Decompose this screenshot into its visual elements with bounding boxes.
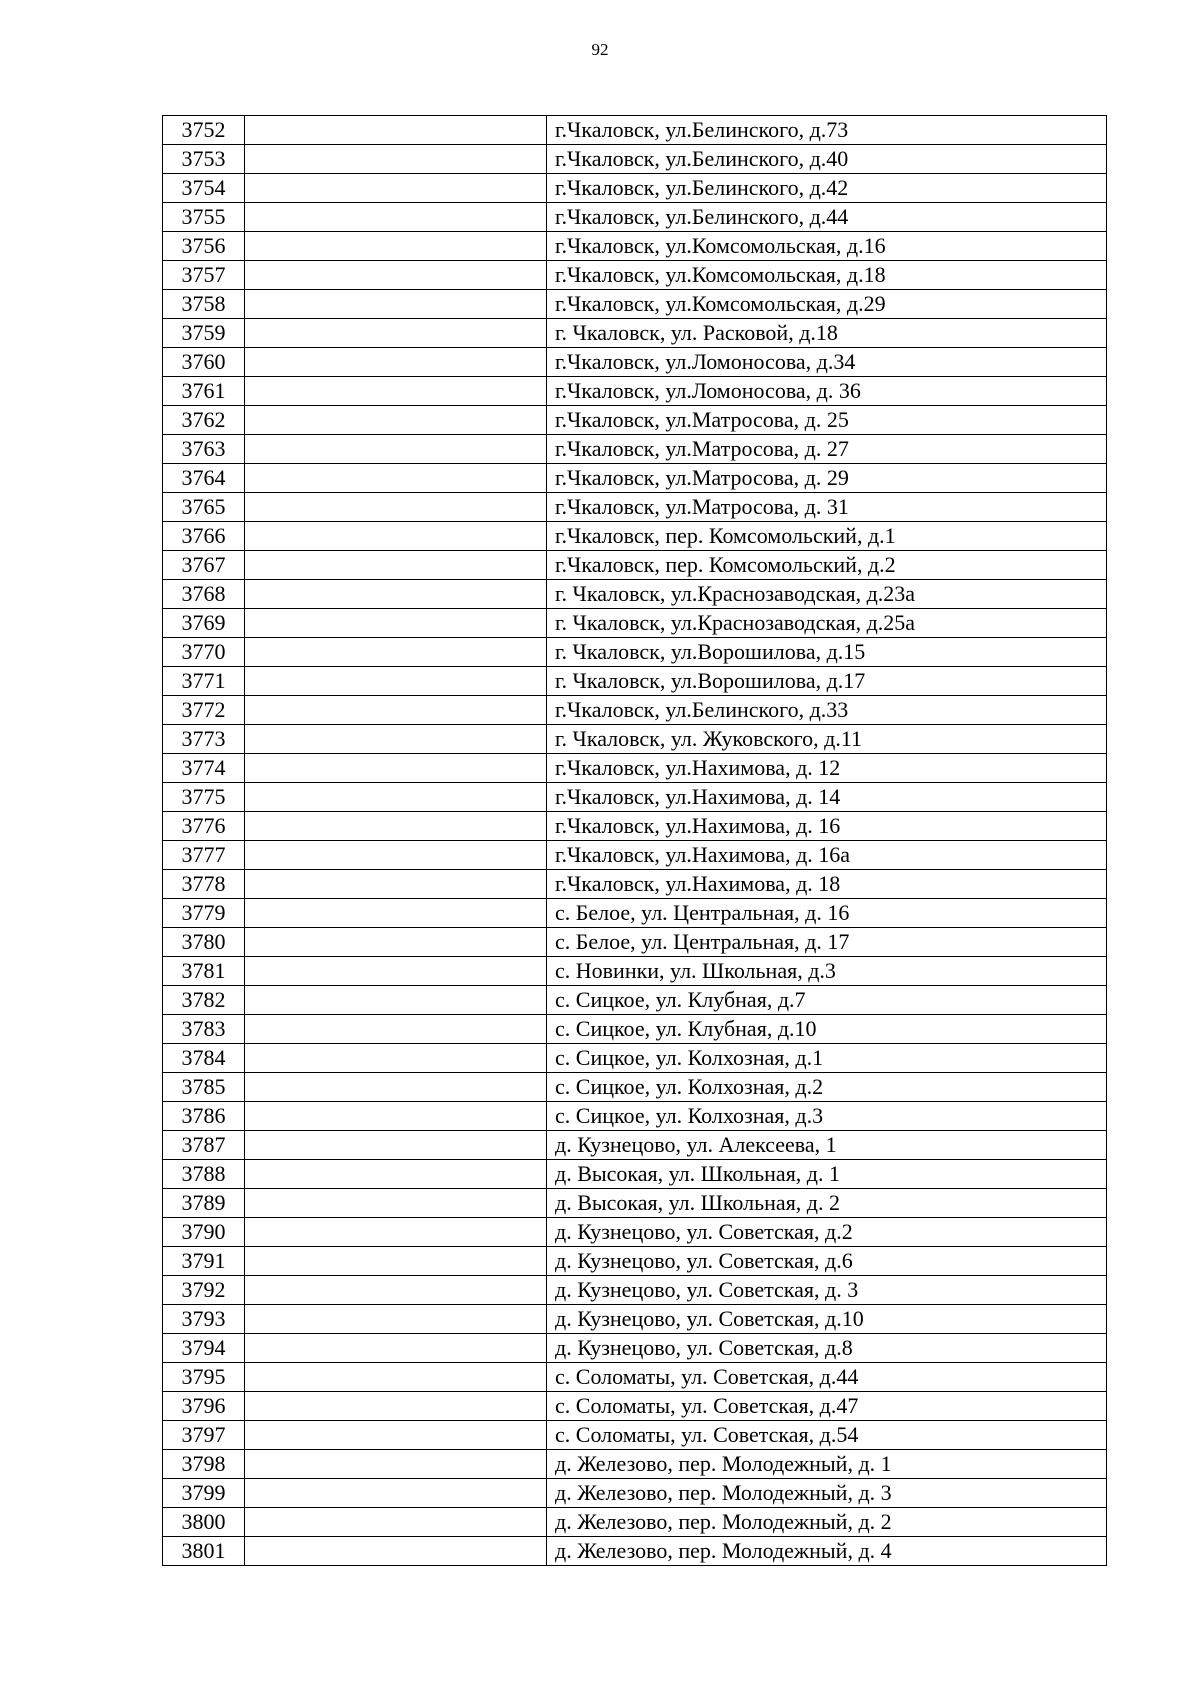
address-cell: д. Кузнецово, ул. Алексеева, 1 <box>547 1131 1107 1160</box>
empty-cell <box>245 290 547 319</box>
address-cell: г.Чкаловск, ул.Нахимова, д. 18 <box>547 870 1107 899</box>
table-row <box>163 1450 1107 1479</box>
row-number-cell: 3772 <box>163 696 245 725</box>
empty-cell <box>245 1450 547 1479</box>
empty-cell <box>245 377 547 406</box>
address-cell: г.Чкаловск, ул.Матросова, д. 27 <box>547 435 1107 464</box>
address-cell: д. Кузнецово, ул. Советская, д.2 <box>547 1218 1107 1247</box>
table-row <box>163 377 1107 406</box>
table-row <box>163 725 1107 754</box>
row-number-cell: 3800 <box>163 1508 245 1537</box>
table-row <box>163 754 1107 783</box>
address-cell: д. Кузнецово, ул. Советская, д.8 <box>547 1334 1107 1363</box>
page-number: 92 <box>591 40 609 59</box>
table-row <box>163 1305 1107 1334</box>
row-number-cell: 3796 <box>163 1392 245 1421</box>
table-row <box>163 1247 1107 1276</box>
empty-cell <box>245 435 547 464</box>
address-cell: с. Сицкое, ул. Колхозная, д.2 <box>547 1073 1107 1102</box>
row-number-cell: 3791 <box>163 1247 245 1276</box>
address-cell: г. Чкаловск, ул.Ворошилова, д.15 <box>547 638 1107 667</box>
row-number-cell: 3769 <box>163 609 245 638</box>
row-number-cell: 3776 <box>163 812 245 841</box>
row-number-cell: 3771 <box>163 667 245 696</box>
address-cell: с. Белое, ул. Центральная, д. 17 <box>547 928 1107 957</box>
address-cell: г.Чкаловск, ул.Нахимова, д. 16а <box>547 841 1107 870</box>
address-cell: г. Чкаловск, ул.Ворошилова, д.17 <box>547 667 1107 696</box>
table-row <box>163 696 1107 725</box>
table-row <box>163 1015 1107 1044</box>
row-number-cell: 3756 <box>163 232 245 261</box>
empty-cell <box>245 145 547 174</box>
table-row <box>163 174 1107 203</box>
row-number-cell: 3758 <box>163 290 245 319</box>
empty-cell <box>245 638 547 667</box>
address-cell: г.Чкаловск, пер. Комсомольский, д.2 <box>547 551 1107 580</box>
address-cell: с. Соломаты, ул. Советская, д.44 <box>547 1363 1107 1392</box>
empty-cell <box>245 551 547 580</box>
table-row <box>163 638 1107 667</box>
empty-cell <box>245 1421 547 1450</box>
empty-cell <box>245 841 547 870</box>
empty-cell <box>245 1247 547 1276</box>
table-row <box>163 551 1107 580</box>
table-row <box>163 580 1107 609</box>
row-number-cell: 3767 <box>163 551 245 580</box>
address-cell: г.Чкаловск, ул.Матросова, д. 29 <box>547 464 1107 493</box>
empty-cell <box>245 1218 547 1247</box>
row-number-cell: 3765 <box>163 493 245 522</box>
row-number-cell: 3789 <box>163 1189 245 1218</box>
empty-cell <box>245 1363 547 1392</box>
address-cell: г.Чкаловск, ул.Ломоносова, д.34 <box>547 348 1107 377</box>
address-cell: с. Сицкое, ул. Колхозная, д.3 <box>547 1102 1107 1131</box>
table-row <box>163 1073 1107 1102</box>
table-row <box>163 1044 1107 1073</box>
row-number-cell: 3795 <box>163 1363 245 1392</box>
empty-cell <box>245 1102 547 1131</box>
row-number-cell: 3777 <box>163 841 245 870</box>
empty-cell <box>245 1479 547 1508</box>
address-cell: с. Сицкое, ул. Клубная, д.7 <box>547 986 1107 1015</box>
row-number-cell: 3780 <box>163 928 245 957</box>
empty-cell <box>245 986 547 1015</box>
empty-cell <box>245 1392 547 1421</box>
table-row <box>163 1131 1107 1160</box>
empty-cell <box>245 1044 547 1073</box>
empty-cell <box>245 174 547 203</box>
address-cell: с. Новинки, ул. Школьная, д.3 <box>547 957 1107 986</box>
table-row <box>163 464 1107 493</box>
row-number-cell: 3766 <box>163 522 245 551</box>
row-number-cell: 3757 <box>163 261 245 290</box>
row-number-cell: 3799 <box>163 1479 245 1508</box>
address-cell: с. Соломаты, ул. Советская, д.47 <box>547 1392 1107 1421</box>
table-row <box>163 1392 1107 1421</box>
empty-cell <box>245 406 547 435</box>
address-cell: г.Чкаловск, ул.Нахимова, д. 14 <box>547 783 1107 812</box>
empty-cell <box>245 1508 547 1537</box>
empty-cell <box>245 464 547 493</box>
table-row <box>163 783 1107 812</box>
address-cell: г.Чкаловск, ул.Белинского, д.33 <box>547 696 1107 725</box>
row-number-cell: 3779 <box>163 899 245 928</box>
row-number-cell: 3761 <box>163 377 245 406</box>
table-row <box>163 812 1107 841</box>
table-row <box>163 1508 1107 1537</box>
address-cell: г.Чкаловск, пер. Комсомольский, д.1 <box>547 522 1107 551</box>
row-number-cell: 3801 <box>163 1537 245 1566</box>
table-row <box>163 261 1107 290</box>
table-row <box>163 870 1107 899</box>
row-number-cell: 3773 <box>163 725 245 754</box>
row-number-cell: 3774 <box>163 754 245 783</box>
address-cell: г.Чкаловск, ул.Матросова, д. 31 <box>547 493 1107 522</box>
empty-cell <box>245 348 547 377</box>
address-cell: г.Чкаловск, ул.Нахимова, д. 16 <box>547 812 1107 841</box>
row-number-cell: 3788 <box>163 1160 245 1189</box>
table-row <box>163 1537 1107 1566</box>
empty-cell <box>245 754 547 783</box>
table-row <box>163 1102 1107 1131</box>
empty-cell <box>245 1189 547 1218</box>
table-row <box>163 319 1107 348</box>
row-number-cell: 3782 <box>163 986 245 1015</box>
row-number-cell: 3768 <box>163 580 245 609</box>
address-cell: г.Чкаловск, ул.Комсомольская, д.29 <box>547 290 1107 319</box>
row-number-cell: 3752 <box>163 116 245 145</box>
row-number-cell: 3770 <box>163 638 245 667</box>
address-table <box>162 115 1107 1566</box>
row-number-cell: 3787 <box>163 1131 245 1160</box>
table-row <box>163 986 1107 1015</box>
empty-cell <box>245 116 547 145</box>
address-cell: д. Железово, пер. Молодежный, д. 3 <box>547 1479 1107 1508</box>
table-row <box>163 116 1107 145</box>
table-row <box>163 145 1107 174</box>
empty-cell <box>245 493 547 522</box>
table-row <box>163 957 1107 986</box>
row-number-cell: 3775 <box>163 783 245 812</box>
empty-cell <box>245 928 547 957</box>
table-row <box>163 841 1107 870</box>
table-row <box>163 1421 1107 1450</box>
address-cell: д. Кузнецово, ул. Советская, д. 3 <box>547 1276 1107 1305</box>
row-number-cell: 3794 <box>163 1334 245 1363</box>
address-cell: г.Чкаловск, ул.Белинского, д.73 <box>547 116 1107 145</box>
address-cell: г.Чкаловск, ул.Белинского, д.42 <box>547 174 1107 203</box>
empty-cell <box>245 667 547 696</box>
table-row <box>163 899 1107 928</box>
address-table-body <box>163 116 1107 1566</box>
address-cell: г.Чкаловск, ул.Матросова, д. 25 <box>547 406 1107 435</box>
row-number-cell: 3784 <box>163 1044 245 1073</box>
empty-cell <box>245 1305 547 1334</box>
table-row <box>163 348 1107 377</box>
address-cell: с. Сицкое, ул. Клубная, д.10 <box>547 1015 1107 1044</box>
table-row <box>163 1189 1107 1218</box>
table-row <box>163 406 1107 435</box>
row-number-cell: 3797 <box>163 1421 245 1450</box>
table-row <box>163 1276 1107 1305</box>
row-number-cell: 3759 <box>163 319 245 348</box>
table-row <box>163 1334 1107 1363</box>
address-cell: г.Чкаловск, ул.Ломоносова, д. 36 <box>547 377 1107 406</box>
table-row <box>163 1363 1107 1392</box>
table-row <box>163 232 1107 261</box>
address-cell: г.Чкаловск, ул.Белинского, д.44 <box>547 203 1107 232</box>
empty-cell <box>245 812 547 841</box>
row-number-cell: 3760 <box>163 348 245 377</box>
empty-cell <box>245 899 547 928</box>
empty-cell <box>245 1160 547 1189</box>
address-cell: с. Соломаты, ул. Советская, д.54 <box>547 1421 1107 1450</box>
empty-cell <box>245 1073 547 1102</box>
empty-cell <box>245 1537 547 1566</box>
row-number-cell: 3754 <box>163 174 245 203</box>
table-row <box>163 290 1107 319</box>
table-row <box>163 203 1107 232</box>
row-number-cell: 3786 <box>163 1102 245 1131</box>
address-cell: г. Чкаловск, ул.Краснозаводская, д.23а <box>547 580 1107 609</box>
address-cell: г.Чкаловск, ул.Белинского, д.40 <box>547 145 1107 174</box>
empty-cell <box>245 609 547 638</box>
row-number-cell: 3792 <box>163 1276 245 1305</box>
address-cell: с. Сицкое, ул. Колхозная, д.1 <box>547 1044 1107 1073</box>
table-row <box>163 667 1107 696</box>
empty-cell <box>245 725 547 754</box>
empty-cell <box>245 783 547 812</box>
address-cell: г. Чкаловск, ул.Краснозаводская, д.25а <box>547 609 1107 638</box>
row-number-cell: 3798 <box>163 1450 245 1479</box>
address-cell: д. Железово, пер. Молодежный, д. 1 <box>547 1450 1107 1479</box>
row-number-cell: 3785 <box>163 1073 245 1102</box>
empty-cell <box>245 1334 547 1363</box>
empty-cell <box>245 261 547 290</box>
row-number-cell: 3790 <box>163 1218 245 1247</box>
address-cell: г.Чкаловск, ул.Комсомольская, д.18 <box>547 261 1107 290</box>
empty-cell <box>245 522 547 551</box>
row-number-cell: 3762 <box>163 406 245 435</box>
address-cell: д. Высокая, ул. Школьная, д. 2 <box>547 1189 1107 1218</box>
row-number-cell: 3781 <box>163 957 245 986</box>
address-cell: д. Высокая, ул. Школьная, д. 1 <box>547 1160 1107 1189</box>
table-row <box>163 928 1107 957</box>
table-row <box>163 1160 1107 1189</box>
address-cell: с. Белое, ул. Центральная, д. 16 <box>547 899 1107 928</box>
empty-cell <box>245 232 547 261</box>
empty-cell <box>245 1015 547 1044</box>
row-number-cell: 3778 <box>163 870 245 899</box>
empty-cell <box>245 319 547 348</box>
row-number-cell: 3755 <box>163 203 245 232</box>
address-cell: д. Кузнецово, ул. Советская, д.6 <box>547 1247 1107 1276</box>
table-row <box>163 1479 1107 1508</box>
address-cell: д. Кузнецово, ул. Советская, д.10 <box>547 1305 1107 1334</box>
table-row <box>163 609 1107 638</box>
empty-cell <box>245 696 547 725</box>
empty-cell <box>245 203 547 232</box>
row-number-cell: 3783 <box>163 1015 245 1044</box>
empty-cell <box>245 870 547 899</box>
empty-cell <box>245 957 547 986</box>
empty-cell <box>245 1276 547 1305</box>
table-row <box>163 493 1107 522</box>
table-row <box>163 1218 1107 1247</box>
table-row <box>163 435 1107 464</box>
table-row <box>163 522 1107 551</box>
address-cell: г. Чкаловск, ул. Расковой, д.18 <box>547 319 1107 348</box>
address-cell: д. Железово, пер. Молодежный, д. 4 <box>547 1537 1107 1566</box>
address-cell: г. Чкаловск, ул. Жуковского, д.11 <box>547 725 1107 754</box>
address-cell: д. Железово, пер. Молодежный, д. 2 <box>547 1508 1107 1537</box>
address-cell: г.Чкаловск, ул.Нахимова, д. 12 <box>547 754 1107 783</box>
row-number-cell: 3753 <box>163 145 245 174</box>
empty-cell <box>245 580 547 609</box>
empty-cell <box>245 1131 547 1160</box>
address-cell: г.Чкаловск, ул.Комсомольская, д.16 <box>547 232 1107 261</box>
row-number-cell: 3793 <box>163 1305 245 1334</box>
row-number-cell: 3764 <box>163 464 245 493</box>
row-number-cell: 3763 <box>163 435 245 464</box>
